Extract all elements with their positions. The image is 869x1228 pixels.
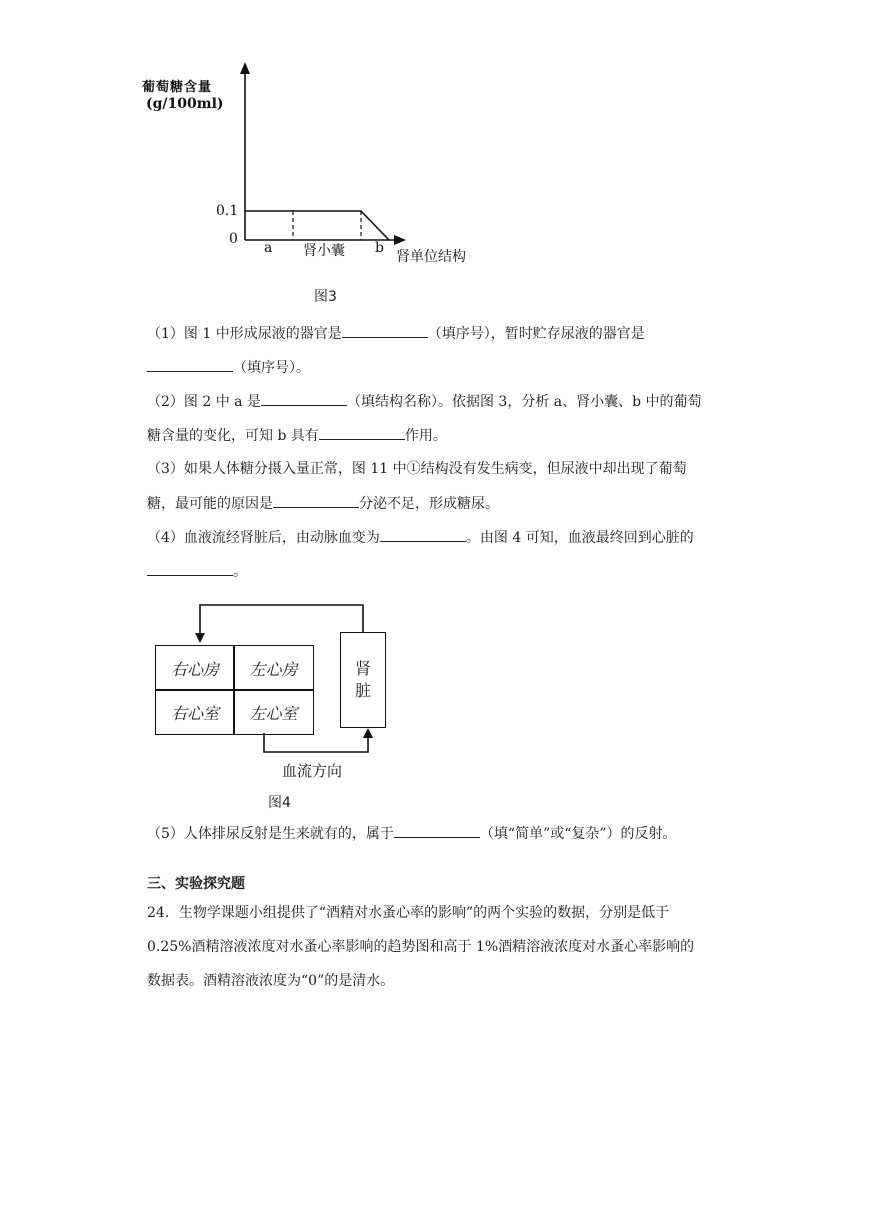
q1-text-a: （1）图 1 中形成尿液的器官是 <box>147 326 342 342</box>
x-segment-label-a: a <box>264 240 273 256</box>
q4-text-b: 。由图 4 可知，血液最终回到心脏的 <box>465 530 694 546</box>
right-ventricle-label: 右心室 <box>170 703 219 723</box>
figure-4-caption: 图4 <box>268 795 291 811</box>
q4-answer-blank-2[interactable] <box>147 561 233 576</box>
left-atrium-box <box>233 645 314 691</box>
x-axis-arrow <box>394 235 406 245</box>
q4-text-a: （4）血液流经肾脏后，由动脉血变为 <box>147 530 380 546</box>
q1-answer-blank-1[interactable] <box>342 323 428 338</box>
section-3-heading: 三、实验探究题 <box>147 876 245 892</box>
q1-text-b: （填序号），暂时贮存尿液的器官是 <box>427 326 645 342</box>
y-axis-label-line2: (g/100ml) <box>146 96 224 112</box>
x-axis-label: 肾单位结构 <box>396 249 466 265</box>
return-flow-line <box>200 605 363 637</box>
q4-text-c: 。 <box>233 564 247 580</box>
glucose-series-line <box>245 211 389 240</box>
left-ventricle-label: 左心室 <box>249 703 298 723</box>
question-1-line-2 <box>147 357 310 378</box>
q2-text-a: （2）图 2 中 a 是 <box>147 394 261 410</box>
left-atrium-label: 左心房 <box>249 659 298 679</box>
outflow-line <box>264 733 368 752</box>
q2-answer-blank-1[interactable] <box>261 391 347 406</box>
question-3-line-2 <box>147 493 499 514</box>
q2-text-c: 糖含量的变化，可知 b 具有 <box>147 428 319 444</box>
q2-text-d: 作用。 <box>404 428 447 444</box>
y-axis-label-line1: 葡萄糖含量 <box>142 80 213 95</box>
q3-text-c: 分泌不足，形成糖尿。 <box>359 496 499 512</box>
question-5 <box>147 823 677 844</box>
question-1-line-1 <box>147 323 645 344</box>
return-flow-arrowhead <box>195 633 205 643</box>
q1-answer-blank-2[interactable] <box>147 357 233 372</box>
q2-text-b: （填结构名称）。依据图 3，分析 a、肾小囊、b 中的葡萄 <box>346 394 702 410</box>
right-atrium-box <box>155 645 235 691</box>
question-2-line-2 <box>147 425 447 446</box>
right-atrium-label: 右心房 <box>170 659 219 679</box>
section-3-line-2: 0.25%酒精溶液浓度对水蚤心率影响的趋势图和高于 1%酒精溶液浓度对水蚤心率影响的 <box>147 939 695 955</box>
origin-label: 0 <box>229 231 238 247</box>
x-segment-label-b: b <box>375 240 384 256</box>
figure-3-caption: 图3 <box>314 289 337 305</box>
kidney-box <box>340 632 386 728</box>
left-ventricle-box <box>233 689 314 735</box>
section-3-line-3: 数据表。酒精溶液浓度为“0”的是清水。 <box>147 973 395 989</box>
q5-text-b: （填“简单”或“复杂”）的反射。 <box>479 826 677 842</box>
q5-answer-blank[interactable] <box>394 823 480 838</box>
q4-answer-blank-1[interactable] <box>380 527 466 542</box>
question-2-line-1 <box>147 391 702 412</box>
question-3-line-1 <box>147 459 687 479</box>
q1-text-c: （填序号）。 <box>233 360 310 376</box>
x-segment-label-capsule: 肾小囊 <box>303 243 345 259</box>
question-4-line-1 <box>147 527 694 548</box>
y-tick-label: 0.1 <box>216 203 239 219</box>
y-axis-arrow <box>240 62 250 74</box>
outflow-arrowhead <box>363 728 373 738</box>
kidney-label-line2: 脏 <box>354 681 371 700</box>
kidney-label-line1: 肾 <box>354 659 371 678</box>
q2-answer-blank-2[interactable] <box>319 425 405 440</box>
q3-answer-blank[interactable] <box>273 493 359 508</box>
right-ventricle-box <box>155 689 235 735</box>
q3-text-b: 糖，最可能的原因是 <box>147 496 273 512</box>
q5-text-a: （5）人体排尿反射是生来就有的，属于 <box>147 826 394 842</box>
section-3-line-1: 24．生物学课题小组提供了“酒精对水蚤心率的影响”的两个实验的数据，分别是低于 <box>147 905 670 921</box>
q3-text-a: （3）如果人体糖分摄入量正常，图 11 中①结构没有发生病变，但尿液中却出现了葡萄 <box>147 461 687 477</box>
question-4-line-2 <box>147 561 247 582</box>
flow-direction-label: 血流方向 <box>282 762 343 780</box>
